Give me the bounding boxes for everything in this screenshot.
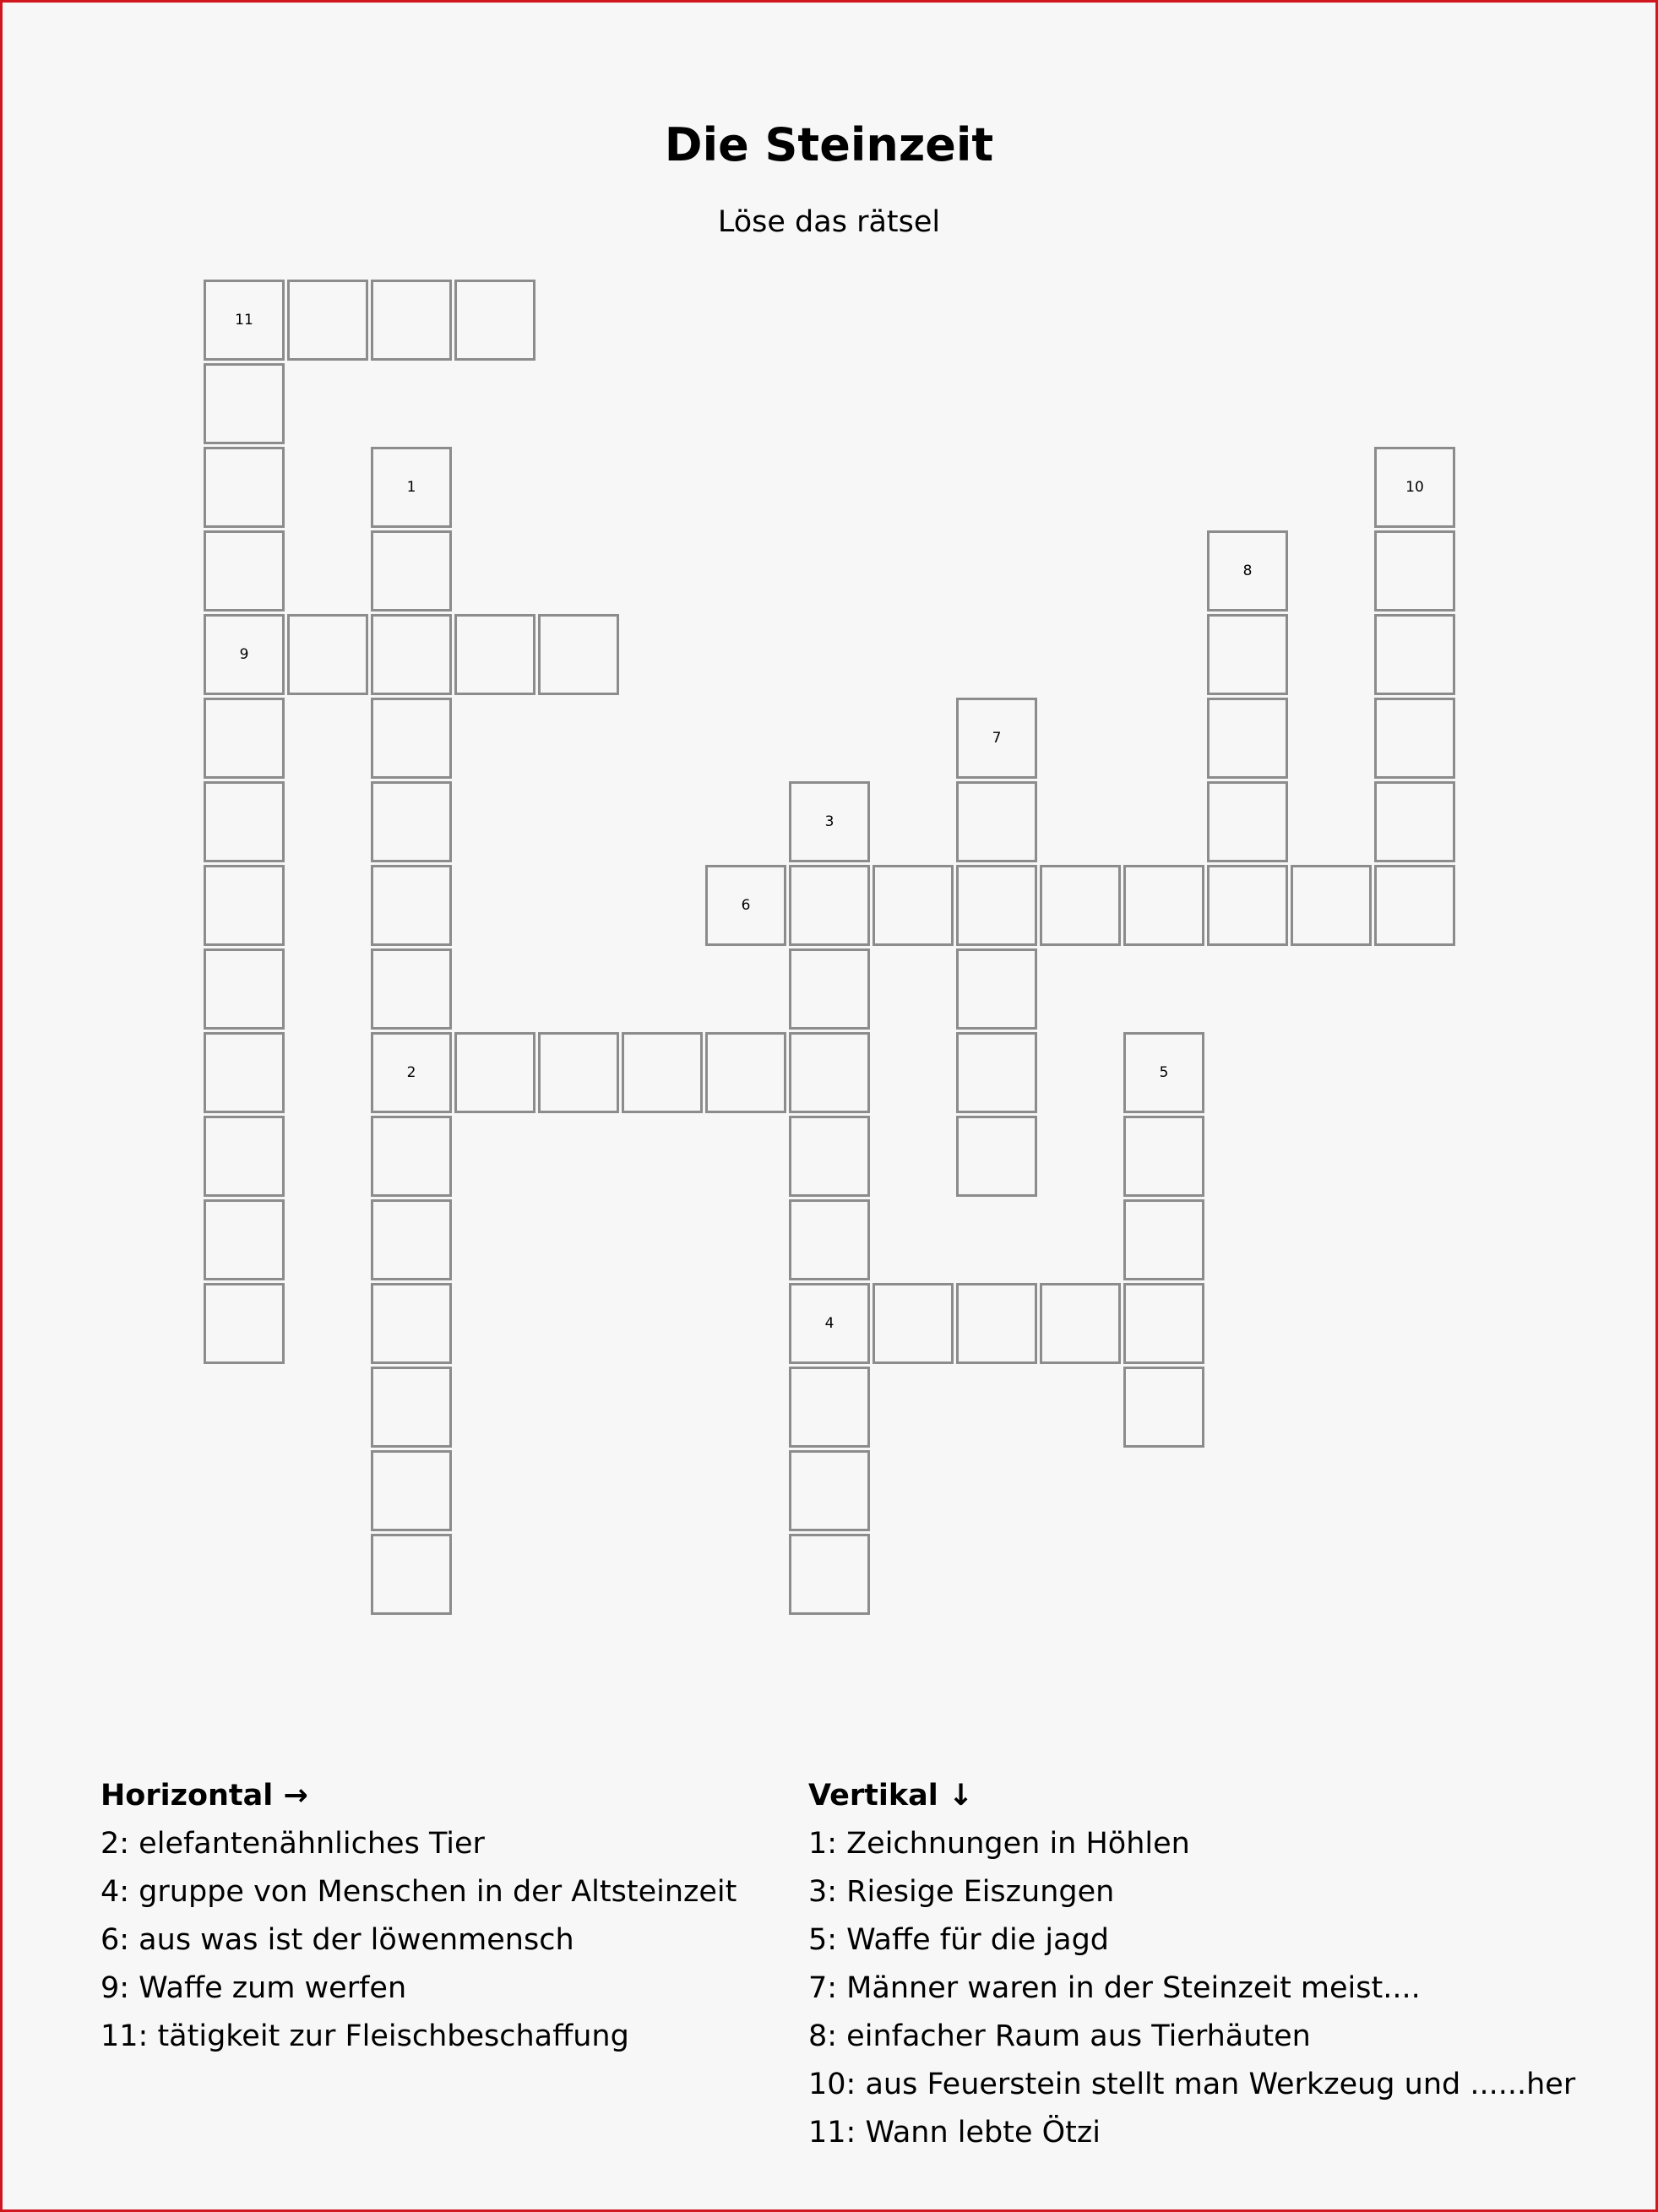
crossword-cell[interactable] <box>371 1032 452 1113</box>
clue-number: 6 <box>741 897 751 914</box>
crossword-cell[interactable] <box>371 280 452 361</box>
clues-down <box>808 1772 1575 2157</box>
clue-down: 3: Riesige Eiszungen <box>808 1875 1115 1909</box>
crossword-cell[interactable] <box>1040 865 1121 946</box>
crossword-cell[interactable] <box>789 1367 870 1448</box>
crossword-cell[interactable] <box>454 280 535 361</box>
clues-across <box>101 1772 737 2061</box>
crossword-cell[interactable] <box>371 698 452 779</box>
crossword-cell[interactable] <box>454 614 535 695</box>
clue-number: 8 <box>1242 563 1253 579</box>
crossword-cell[interactable] <box>705 865 786 946</box>
crossword-cell[interactable] <box>956 781 1037 862</box>
clue-down: 8: einfacher Raum aus Tierhäuten <box>808 2019 1311 2053</box>
crossword-cell[interactable] <box>789 948 870 1030</box>
clue-down: 5: Waffe für die jagd <box>808 1923 1109 1957</box>
clue-number: 4 <box>824 1315 834 1332</box>
crossword-cell[interactable] <box>1123 1199 1204 1280</box>
crossword-cell[interactable] <box>789 1283 870 1364</box>
crossword-cell[interactable] <box>204 865 285 946</box>
crossword-cell[interactable] <box>204 781 285 862</box>
crossword-cell[interactable] <box>1207 865 1288 946</box>
crossword-cell[interactable] <box>1123 1116 1204 1197</box>
crossword-cell[interactable] <box>1123 865 1204 946</box>
clue-across: 2: elefantenähnliches Tier <box>101 1827 485 1861</box>
crossword-cell[interactable] <box>1207 781 1288 862</box>
clue-number: 9 <box>239 646 249 663</box>
crossword-cell[interactable] <box>789 865 870 946</box>
page-subtitle: Löse das rätsel <box>717 205 941 239</box>
crossword-cell[interactable] <box>204 948 285 1030</box>
crossword-cell[interactable] <box>956 698 1037 779</box>
crossword-cell[interactable] <box>1207 614 1288 695</box>
clue-number: 7 <box>992 730 1002 747</box>
crossword-cell[interactable] <box>204 1199 285 1280</box>
crossword-cell[interactable] <box>371 1199 452 1280</box>
crossword-cell[interactable] <box>204 614 285 695</box>
clue-down: 7: Männer waren in der Steinzeit meist.... <box>808 1971 1421 2005</box>
crossword-cell[interactable] <box>538 1032 619 1113</box>
crossword-cell[interactable] <box>287 614 368 695</box>
crossword-cell[interactable] <box>956 948 1037 1030</box>
crossword-cell[interactable] <box>1374 865 1455 946</box>
clue-down: 1: Zeichnungen in Höhlen <box>808 1827 1190 1861</box>
crossword-cell[interactable] <box>1123 1032 1204 1113</box>
crossword-cell[interactable] <box>789 1199 870 1280</box>
crossword-cell[interactable] <box>1374 447 1455 528</box>
crossword-cell[interactable] <box>371 948 452 1030</box>
clue-across: 11: tätigkeit zur Fleischbeschaffung <box>101 2019 629 2053</box>
crossword-cell[interactable] <box>956 1283 1037 1364</box>
crossword-cell[interactable] <box>1374 614 1455 695</box>
crossword-cell[interactable] <box>454 1032 535 1113</box>
clue-across: 4: gruppe von Menschen in der Altsteinzeit <box>101 1875 737 1909</box>
crossword-cell[interactable] <box>789 1534 870 1615</box>
clues-across-heading: Horizontal → <box>101 1779 308 1813</box>
crossword-cell[interactable] <box>872 865 954 946</box>
crossword-cell[interactable] <box>956 1032 1037 1113</box>
crossword-cell[interactable] <box>1291 865 1372 946</box>
crossword-cell[interactable] <box>204 530 285 611</box>
crossword-cell[interactable] <box>204 363 285 444</box>
crossword-cell[interactable] <box>1374 781 1455 862</box>
crossword-cell[interactable] <box>371 1534 452 1615</box>
crossword-cell[interactable] <box>789 1450 870 1531</box>
crossword-cell[interactable] <box>1207 698 1288 779</box>
crossword-cell[interactable] <box>287 280 368 361</box>
crossword-cell[interactable] <box>1374 530 1455 611</box>
clue-number: 3 <box>824 813 834 830</box>
crossword-cell[interactable] <box>1374 698 1455 779</box>
crossword-cell[interactable] <box>789 1116 870 1197</box>
clue-number: 11 <box>235 312 253 329</box>
crossword-cell[interactable] <box>371 447 452 528</box>
crossword-cell[interactable] <box>371 1367 452 1448</box>
page-title: Die Steinzeit <box>664 118 994 171</box>
crossword-cell[interactable] <box>1040 1283 1121 1364</box>
clue-down: 11: Wann lebte Ötzi <box>808 2116 1101 2149</box>
crossword-cell[interactable] <box>789 1032 870 1113</box>
crossword-cell[interactable] <box>204 698 285 779</box>
clue-number: 10 <box>1405 479 1424 496</box>
clue-number: 5 <box>1159 1064 1169 1081</box>
crossword-cell[interactable] <box>204 280 285 361</box>
clues-down-heading: Vertikal ↓ <box>808 1779 974 1813</box>
crossword-cell[interactable] <box>371 865 452 946</box>
crossword-cell[interactable] <box>371 781 452 862</box>
clue-number: 2 <box>406 1064 416 1081</box>
crossword-cell[interactable] <box>872 1283 954 1364</box>
clue-number: 1 <box>406 479 416 496</box>
crossword-cell[interactable] <box>1207 530 1288 611</box>
crossword-cell[interactable] <box>204 447 285 528</box>
crossword-cell[interactable] <box>371 1450 452 1531</box>
crossword-cell[interactable] <box>371 1116 452 1197</box>
crossword-cell[interactable] <box>204 1116 285 1197</box>
clue-across: 9: Waffe zum werfen <box>101 1971 407 2005</box>
crossword-cell[interactable] <box>204 1283 285 1364</box>
clue-across: 6: aus was ist der löwenmensch <box>101 1923 574 1957</box>
crossword-cell[interactable] <box>789 781 870 862</box>
crossword-cell[interactable] <box>204 1032 285 1113</box>
crossword-cell[interactable] <box>705 1032 786 1113</box>
crossword-cell[interactable] <box>371 1283 452 1364</box>
clue-down: 10: aus Feuerstein stellt man Werkzeug und ......her <box>808 2068 1576 2101</box>
crossword-cell[interactable] <box>622 1032 703 1113</box>
crossword-cell[interactable] <box>956 865 1037 946</box>
crossword-cell[interactable] <box>1123 1367 1204 1448</box>
crossword-cell[interactable] <box>538 614 619 695</box>
crossword-cell[interactable] <box>956 1116 1037 1197</box>
crossword-cell[interactable] <box>371 614 452 695</box>
crossword-cell[interactable] <box>1123 1283 1204 1364</box>
crossword-cell[interactable] <box>371 530 452 611</box>
